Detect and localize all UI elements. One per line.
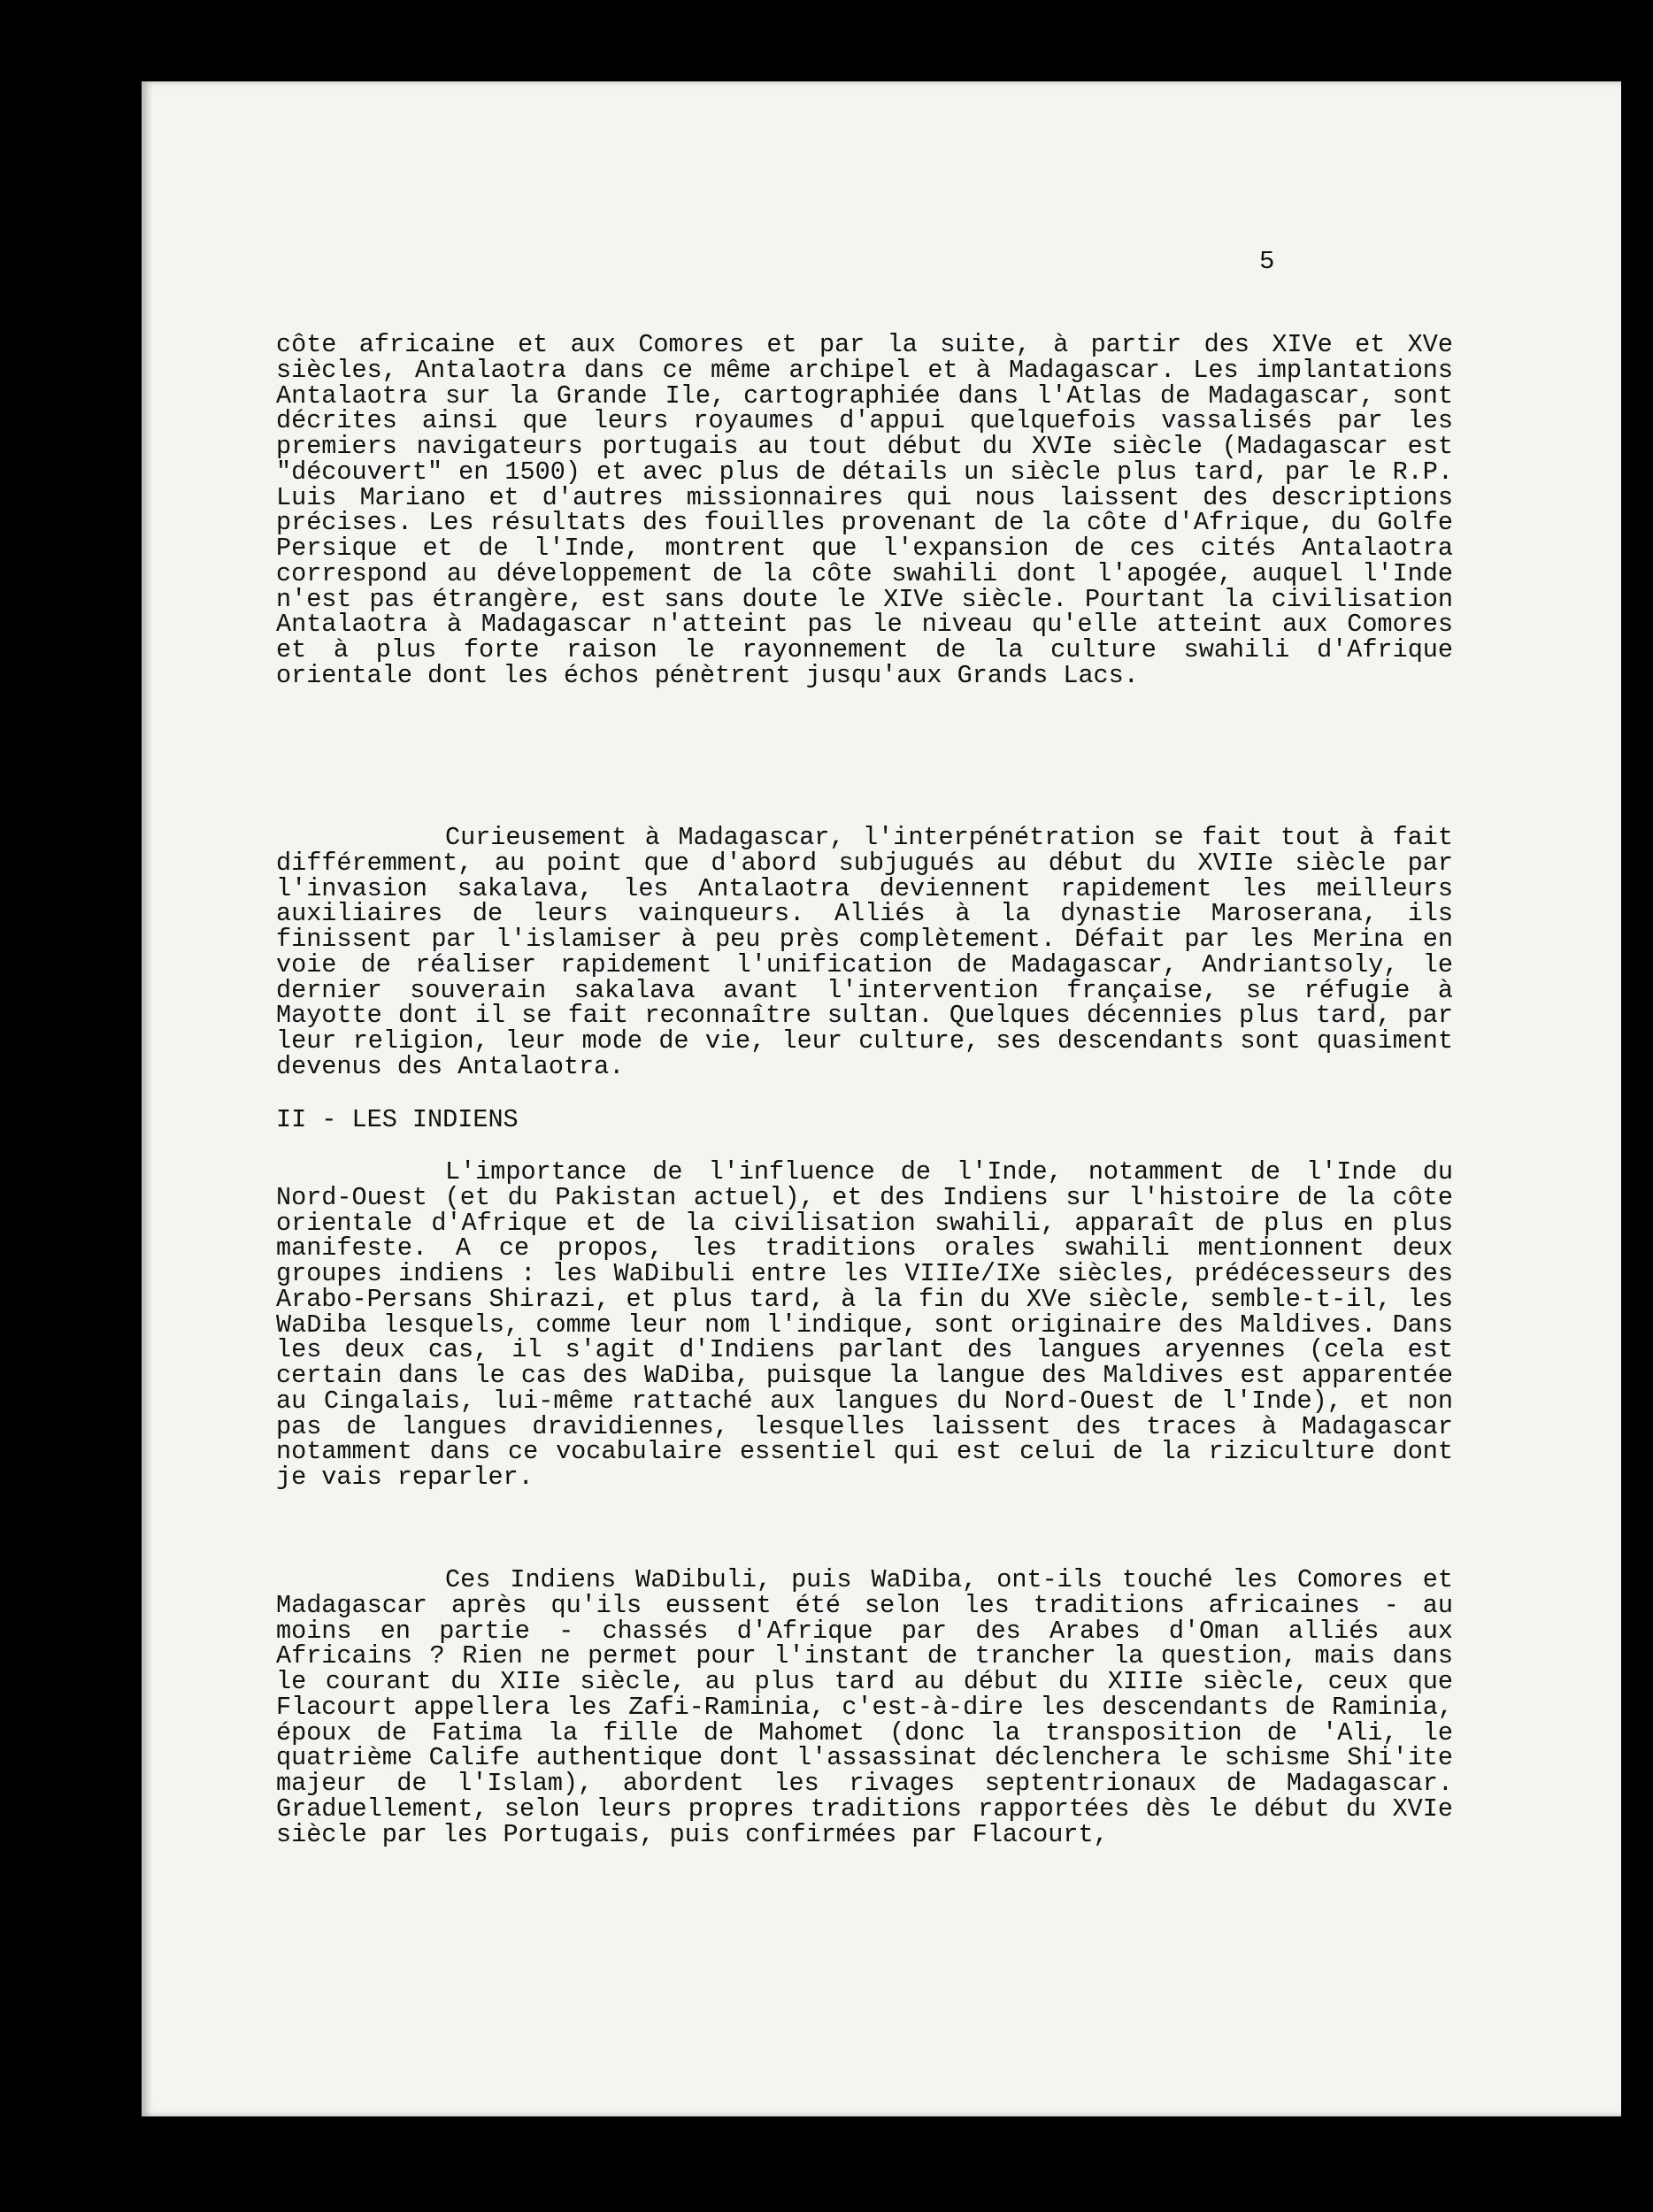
paragraph-text: côte africaine et aux Comores et par la suite, à partir des XIVe et XVe siècles, Antalaotra dans ce même archipel et à Madagascar. Les implantations Antalaotra sur la Grande Ile, cartographiée dans l'Atlas de Madagascar, sont décrites ainsi que leurs royaumes d'appui quelquefois vassalisés par les premiers navigateurs portugais au tout début du XVIe siècle (Madagascar est "découvert" en 1500) et avec plus de détails un siècle plus tard, par le R.P. Luis Mariano et d'autres missionnaires qui nous laissent des descriptions précises. Les résultats des fouilles provenant de la côte d'Afrique, du Golfe Persique et de l'Inde, montrent que l'expansion de ces cités Antalaotra correspond au développement de la côte swahili dont l'apogée, auquel l'Inde n'est pas étrangère, est sans doute le XIVe siècle. Pourtant la civilisation Antalaotra à Madagascar n'atteint pas le niveau qu'elle atteint aux Comores et à plus forte raison le rayonnement de la culture swahili d'Afrique orientale dont les échos pénètrent jusqu'aux Grands Lacs. bbox=[276, 330, 1453, 690]
paragraph-sakalava-invasion bbox=[276, 823, 1453, 1081]
paragraph-text: Curieusement à Madagascar, l'interpénétration se fait tout à fait différemment, au point que d'abord subjugués au début du XVIIe siècle par l'invasion sakalava, les Antalaotra deviennent rapidement les meilleurs auxiliaires de leurs vainqueurs. Alliés à la dynastie Maroserana, ils finissent par l'islamiser à peu près complètement. Défait par les Merina en voie de réaliser rapidement l'unification de Madagascar, Andriantsoly, le dernier souverain sakalava avant l'intervention française, se réfugie à Mayotte dont il se fait reconnaître sultan. Quelques décennies plus tard, par leur religion, leur mode de vie, leur culture, ses descendants sont quasiment devenus des Antalaotra. bbox=[276, 823, 1453, 1081]
paragraph-indian-influence bbox=[276, 1157, 1453, 1492]
section-heading: II - LES INDIENS bbox=[276, 1105, 519, 1134]
paragraph-text: Ces Indiens WaDibuli, puis WaDiba, ont-ils touché les Comores et Madagascar après qu'ils eussent été selon les traditions africaines - au moins en partie - chassés d'Afrique par des Arabes d'Oman alliés aux Africains ? Rien ne permet pour l'instant de trancher la question, mais dans le courant du XIIe siècle, au plus tard au début du XIIIe siècle, ceux que Flacourt appellera les Zafi-Raminia, c'est-à-dire les descendants de Raminia, époux de Fatima la fille de Mahomet (donc la transposition de 'Ali, le quatrième Calife authentique dont l'assassinat déclenchera le schisme Shi'ite majeur de l'Islam), abordent les rivages septentrionaux de Madagascar. Graduellement, selon leurs propres traditions rapportées dès le début du XVIe siècle par les Portugais, puis confirmées par Flacourt, bbox=[276, 1565, 1453, 1849]
page-number: 5 bbox=[1259, 247, 1275, 276]
paragraph-antalaotra-expansion bbox=[276, 330, 1453, 690]
paragraph-wadibuli-wadiba bbox=[276, 1565, 1453, 1849]
paragraph-text: L'importance de l'influence de l'Inde, notamment de l'Inde du Nord-Ouest (et du Pakistan actuel), et des Indiens sur l'histoire de la côte orientale d'Afrique et de la civilisation swahili, apparaît de plus en plus manifeste. A ce propos, les traditions orales swahili mentionnent deux groupes indiens : les WaDibuli entre les VIIIe/IXe siècles, prédécesseurs des Arabo-Persans Shirazi, et plus tard, à la fin du XVe siècle, semble-t-il, les WaDiba lesquels, comme leur nom l'indique, sont originaire des Maldives. Dans les deux cas, il s'agit d'Indiens parlant des langues aryennes (cela est certain dans le cas des WaDiba, puisque la langue des Maldives est apparentée au Cingalais, lui-même rattaché aux langues du Nord-Ouest de l'Inde), et non pas de langues dravidiennes, lesquelles laissent des traces à Madagascar notamment dans ce vocabulaire essentiel qui est celui de la riziculture dont je vais reparler. bbox=[276, 1157, 1453, 1492]
